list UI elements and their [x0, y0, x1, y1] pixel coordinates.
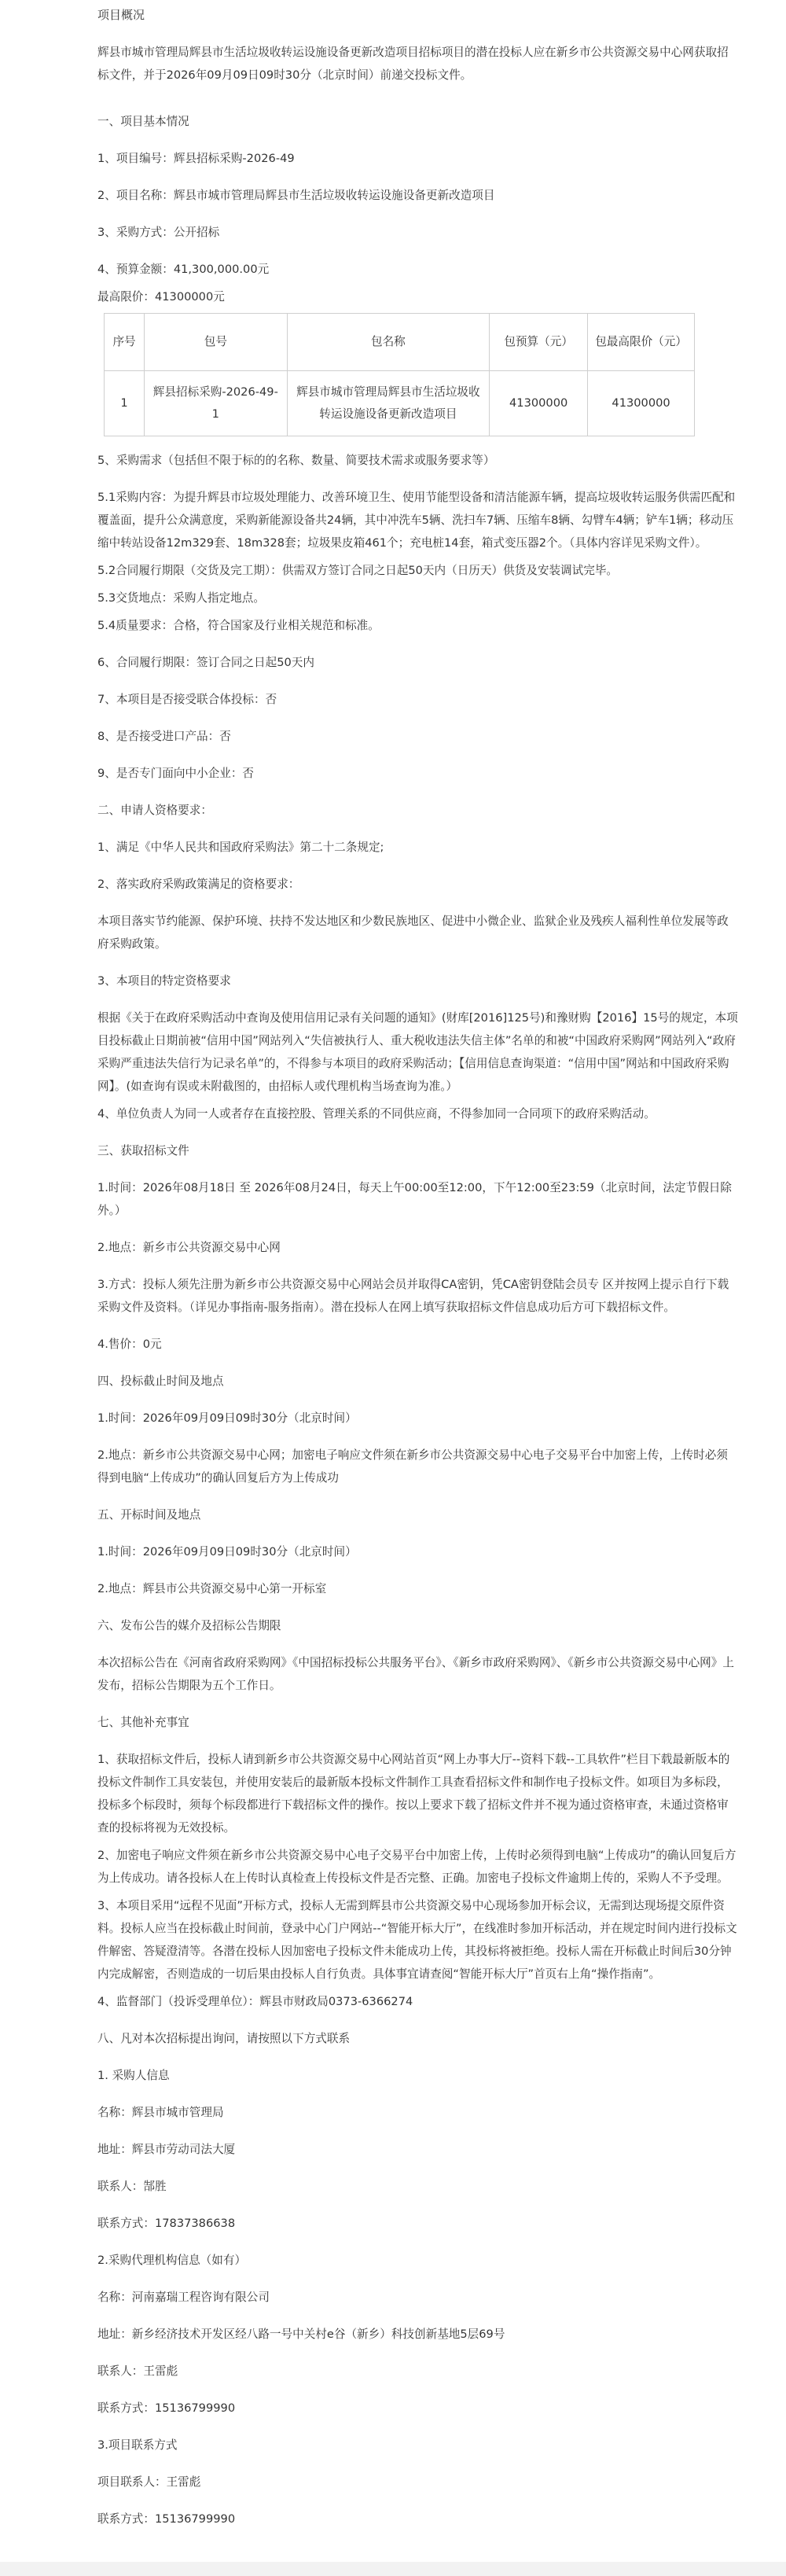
table-row	[105, 371, 695, 436]
table-cell: 辉县市城市管理局辉县市生活垃圾收转运设施设备更新改造项目	[287, 371, 490, 436]
purchaser-name: 名称：辉县市城市管理局	[97, 2106, 224, 2119]
contract-period: 6、合同履行期限：签订合同之日起50天内	[97, 656, 314, 669]
budget-amount: 4、预算金额：41,300,000.00元	[97, 263, 270, 276]
other-item-2: 2、加密电子响应文件须在新乡市公共资源交易中心电子交易平台中加密上传，上传时必须得到电脑“上传成功”的确认回复后方为上传成功。请各投标人在上传时认真检查上传投标文件是否完整、正确。加密电子投标文件逾期上传的，采购人不予受理。	[97, 1849, 736, 1885]
agency-title: 2.采购代理机构信息（如有）	[97, 2254, 247, 2267]
other-item-1: 1、获取招标文件后，投标人请到新乡市公共资源交易中心网站首页“网上办事大厅--资料下载--工具软件”栏目下载最新版本的投标文件制作工具安装包，并使用安装后的最新版本投标文件制作工具查看招标文件和制作电子投标文件。如项目为多标段，投标多个标段时，须每个标段都进行下载招标文件的操作。按以上要求下载了招标文件并不视为通过资格审查，未通过资格审查的投标将视为无效投标。	[97, 1753, 730, 1834]
consortium-bid: 7、本项目是否接受联合体投标：否	[97, 693, 277, 706]
other-item-4: 4、监督部门（投诉受理单位）：辉县市财政局0373-6366274	[97, 1995, 413, 2008]
purchaser-phone: 联系方式：17837386638	[97, 2217, 236, 2230]
opening-time: 1.时间：2026年09月09日09时30分（北京时间）	[97, 1545, 357, 1558]
deadline-place: 2.地点：新乡市公共资源交易中心网；加密电子响应文件须在新乡市公共资源交易中心电子交易平台中加密上传，上传时必须得到电脑“上传成功”的确认回复后方为上传成功	[97, 1448, 728, 1485]
section-heading-deadline: 四、投标截止时间及地点	[97, 1374, 224, 1388]
section-heading-contact: 八、凡对本次招标提出询问，请按照以下方式联系	[97, 2032, 351, 2045]
table-header-cell: 包号	[145, 314, 288, 371]
agency-name: 名称：河南嘉瑞工程咨询有限公司	[97, 2291, 270, 2304]
obtain-method: 3.方式：投标人须先注册为新乡市公共资源交易中心网站会员并取得CA密钥，凭CA密钥登陆会员专 区并按网上提示自行下载采购文件及资料。（详见办事指南-服务指南）。潜在投标人在网上填写获取招标文件信息成功后方可下载招标文件。	[97, 1278, 729, 1314]
table-header-cell: 序号	[105, 314, 145, 371]
requirements-location: 5.3交货地点：采购人指定地点。	[97, 591, 265, 605]
purchaser-address: 地址：辉县市劳动司法大厦	[97, 2143, 236, 2156]
qualification-item-3-text: 根据《关于在政府采购活动中查询及使用信用记录有关问题的通知》(财库[2016]125号)和豫财购【2016】15号的规定，本项目投标截止日期前被“信用中国”网站列入“失信被执行人、重大税收违法失信主体”名单的和被“中国政府采购网”网站列入“政府采购严重违法失信行为记录名单”的，不得参与本项目的政府采购活动；【信用信息查询渠道：“信用中国”网站和中国政府采购网】。(如查询有误或未附截图的，由招标人或代理机构当场查询为准。）	[97, 1011, 738, 1093]
section-heading-opening: 五、开标时间及地点	[97, 1508, 201, 1522]
section-heading-qualification: 二、申请人资格要求：	[97, 804, 212, 817]
obtain-place: 2.地点：新乡市公共资源交易中心网	[97, 1241, 281, 1254]
package-table	[104, 313, 695, 436]
table-cell: 辉县招标采购-2026-49-1	[145, 371, 288, 436]
project-name: 2、项目名称：辉县市城市管理局辉县市生活垃圾收转运设施设备更新改造项目	[97, 189, 495, 202]
procurement-method: 3、采购方式：公开招标	[97, 226, 220, 239]
requirements-period: 5.2合同履行期限（交货及完工期）：供需双方签订合同之日起50天内（日历天）供货及安装调试完毕。	[97, 564, 619, 577]
imported-products: 8、是否接受进口产品：否	[97, 730, 231, 743]
table-header-row	[105, 314, 695, 371]
project-contact-title: 3.项目联系方式	[97, 2438, 178, 2452]
project-contact-person: 项目联系人：王雷彪	[97, 2475, 201, 2489]
section-heading-other: 七、其他补充事宜	[97, 1716, 189, 1729]
footer-bar	[0, 2562, 786, 2576]
table-cell: 41300000	[588, 371, 695, 436]
section-heading-basic: 一、项目基本情况	[97, 115, 189, 128]
qualification-item-4: 4、单位负责人为同一人或者存在直接控股、管理关系的不同供应商，不得参加同一合同项下的政府采购活动。	[97, 1107, 656, 1121]
sme-only: 9、是否专门面向中小企业：否	[97, 767, 255, 780]
requirements-quality: 5.4质量要求：合格，符合国家及行业相关规范和标准。	[97, 619, 380, 632]
section-heading-obtain: 三、获取招标文件	[97, 1144, 189, 1157]
qualification-item-1: 1、满足《中华人民共和国政府采购法》第二十二条规定;	[97, 841, 384, 854]
requirements-content: 5.1采购内容：为提升辉县市垃圾处理能力、改善环境卫生、使用节能型设备和清洁能源车辆，提高垃圾收转运服务供需匹配和覆盖面，提升公众满意度，采购新能源设备共24辆，其中冲洗车5辆、洗扫车7辆、压缩车8辆、勾臂车4辆；铲车1辆；移动压缩中转站设备12m329套、18m328套；垃圾果皮箱461个；充电桩14套，箱式变压器2个。（具体内容详见采购文件）。	[97, 491, 736, 550]
page-title: 项目概况	[97, 8, 145, 22]
deadline-time: 1.时间：2026年09月09日09时30分（北京时间）	[97, 1411, 357, 1425]
table-header-cell: 包名称	[287, 314, 490, 371]
table-header-cell: 包最高限价（元）	[588, 314, 695, 371]
qualification-item-2: 2、落实政府采购政策满足的资格要求：	[97, 878, 300, 891]
agency-person: 联系人：王雷彪	[97, 2364, 178, 2378]
intro-paragraph: 辉县市城市管理局辉县市生活垃圾收转运设施设备更新改造项目招标项目的潜在投标人应在新乡市公共资源交易中心网获取招标文件，并于2026年09月09日09时30分（北京时间）前递交投标文件。	[97, 46, 729, 82]
opening-place: 2.地点：辉县市公共资源交易中心第一开标室	[97, 1582, 327, 1595]
agency-phone: 联系方式：15136799990	[97, 2401, 236, 2415]
requirements-heading: 5、采购需求（包括但不限于标的的名称、数量、简要技术需求或服务要求等）	[97, 454, 495, 467]
project-contact-phone: 联系方式：15136799990	[97, 2512, 236, 2526]
obtain-price: 4.售价：0元	[97, 1338, 162, 1351]
other-item-3: 3、本项目采用“远程不见面”开标方式，投标人无需到辉县市公共资源交易中心现场参加开标会议，无需到达现场提交原件资料。投标人应当在投标截止时间前，登录中心门户网站--“智能开标大厅”，在线准时参加开标活动，并在规定时间内进行投标文件解密、答疑澄清等。各潜在投标人因加密电子投标文件未能成功上传，其投标将被拒绝。投标人需在开标截止时间后30分钟内完成解密，否则造成的一切后果由投标人自行负责。具体事宜请查阅“智能开标大厅”首页右上角“操作指南”。	[97, 1899, 737, 1981]
purchaser-title: 1. 采购人信息	[97, 2069, 170, 2082]
max-price: 最高限价：41300000元	[97, 290, 225, 304]
qualification-item-2-text: 本项目落实节约能源、保护环境、扶持不发达地区和少数民族地区、促进中小微企业、监狱企业及残疾人福利性单位发展等政府采购政策。	[97, 914, 729, 951]
purchaser-person: 联系人：郜胜	[97, 2180, 167, 2193]
agency-address: 地址：新乡经济技术开发区经八路一号中关村e谷（新乡）科技创新基地5层69号	[97, 2328, 505, 2341]
table-cell: 1	[105, 371, 145, 436]
obtain-time: 1.时间：2026年08月18日 至 2026年08月24日，每天上午00:00至12:00，下午12:00至23:59（北京时间，法定节假日除外。）	[97, 1181, 732, 1217]
section-heading-media: 六、发布公告的媒介及招标公告期限	[97, 1619, 281, 1632]
media-text: 本次招标公告在《河南省政府采购网》《中国招标投标公共服务平台》、《新乡市政府采购网》、《新乡市公共资源交易中心网》上发布，招标公告期限为五个工作日。	[97, 1656, 734, 1692]
table-header-cell: 包预算（元）	[490, 314, 588, 371]
project-number: 1、项目编号：辉县招标采购-2026-49	[97, 152, 295, 165]
table-cell: 41300000	[490, 371, 588, 436]
qualification-item-3: 3、本项目的特定资格要求	[97, 974, 231, 988]
